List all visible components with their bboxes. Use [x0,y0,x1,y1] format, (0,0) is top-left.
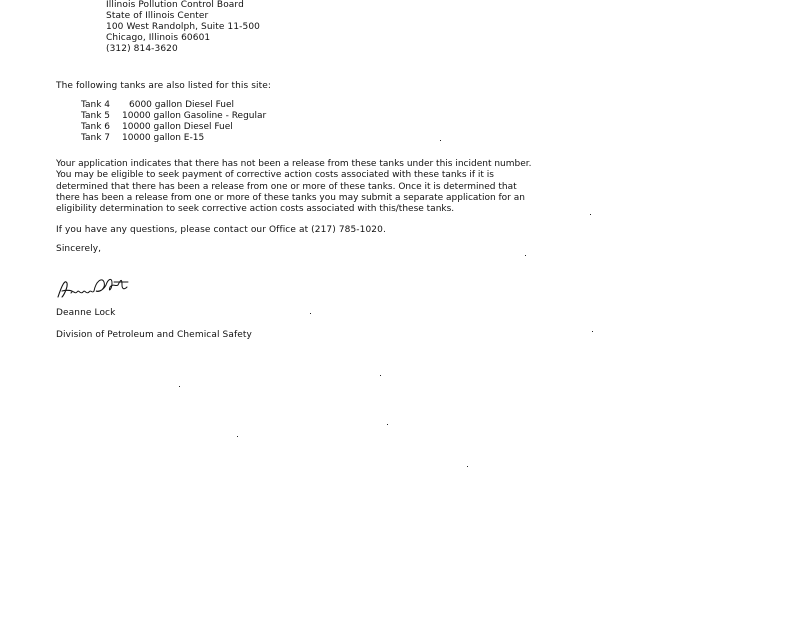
scan-speck [179,386,180,387]
tank-name: Tank 4 [81,100,111,110]
scan-speck [440,140,441,141]
tanks-intro: The following tanks are also listed for this site: [56,81,272,91]
closing: Sincerely, [56,244,102,254]
scan-speck [467,466,468,467]
body-line: determined that there has been a release from one or more of these tanks. Once it is determined that [56,181,517,192]
body-line: You may be eligible to seek payment of corrective action costs associated with these tanks if it is [56,170,494,181]
tank-description: 6000 gallon Diesel Fuel [129,100,235,110]
recipient-name: Illinois Pollution Control Board [106,0,244,10]
body-line: Your application indicates that there has not been a release from these tanks under this incident number. [56,159,532,169]
recipient-city: Chicago, Illinois 60601 [106,33,211,43]
division-name: Division of Petroleum and Chemical Safety [56,330,252,340]
scan-speck [592,331,593,332]
recipient-street: 100 West Randolph, Suite 11-500 [106,22,260,32]
scan-speck [525,255,526,256]
scan-speck [380,375,381,376]
scan-speck [590,214,591,215]
scan-speck [310,313,311,314]
body-line: there has been a release from one or more of these tanks you may submit a separate application for an [56,192,525,203]
body-paragraph [56,159,576,215]
questions-line: If you have any questions, please contact our Office at (217) 785-1020. [56,225,386,235]
scan-speck [237,436,238,437]
tank-description: 10000 gallon Gasoline - Regular [122,111,267,121]
tank-name: Tank 5 [81,111,111,121]
body-line: eligibility determination to seek corrective action costs associated with this/these tanks. [56,204,455,215]
tank-name: Tank 7 [81,133,111,143]
tank-name: Tank 6 [81,122,111,132]
tank-description: 10000 gallon Diesel Fuel [122,122,233,132]
tank-description: 10000 gallon E-15 [122,133,205,143]
recipient-building: State of Illinois Center [106,11,209,21]
signer-name: Deanne Lock [56,308,116,318]
recipient-phone: (312) 814-3620 [106,44,178,54]
handwritten-signature [56,273,132,301]
scan-speck [387,424,388,425]
